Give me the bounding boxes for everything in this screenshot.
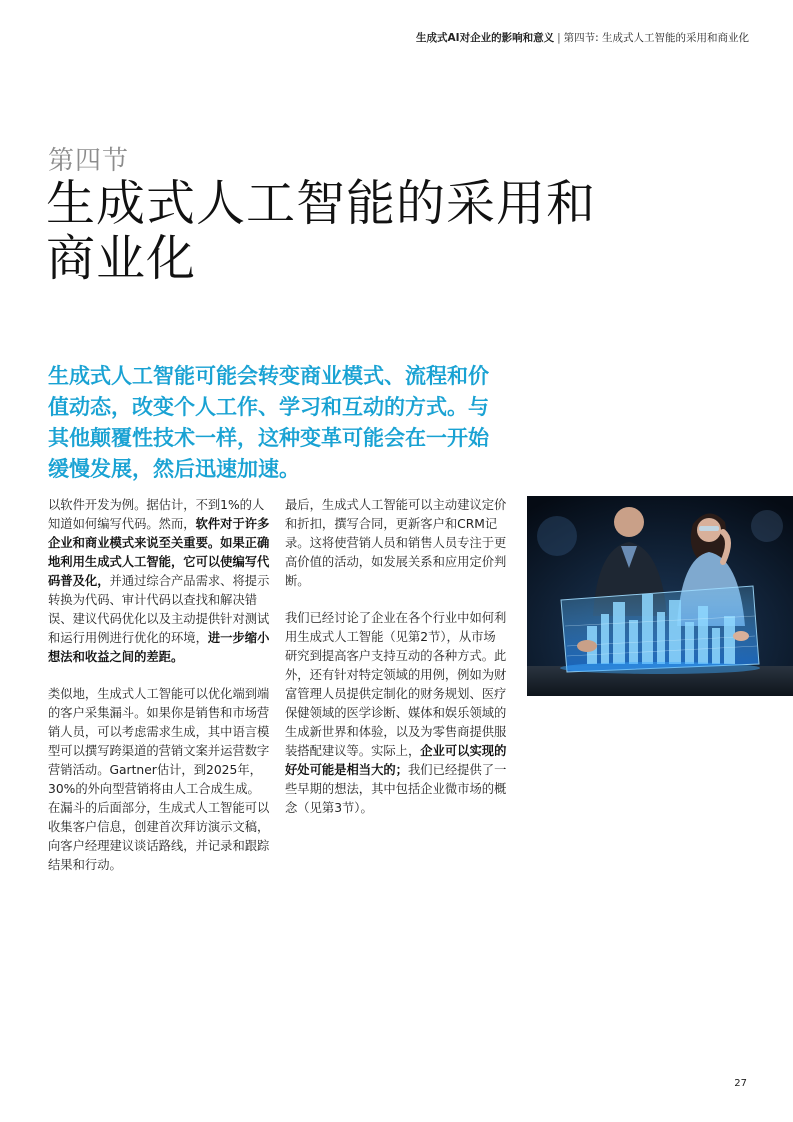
header-doc-title: 生成式AI对企业的影响和意义 [416, 32, 555, 44]
lead-paragraph: 生成式人工智能可能会转变商业模式、流程和价值动态，改变个人工作、学习和互动的方式。与其他颠覆性技术一样，这种变革可能会在一开始缓慢发展，然后迅速加速。 [48, 364, 489, 481]
bold-text: 软件对于许多企业和商业模式来说至关重要。如果正确地利用生成式人工智能，它可以使编写代码普及化， [48, 517, 270, 588]
body-column-2 [285, 496, 507, 836]
paragraph: 类似地，生成式人工智能可以优化端到端的客户采集漏斗。如果你是销售和市场营销人员，可以考虑需求生成，其中语言模型可以撰写跨渠道的营销文案并运营数字营销活动。Gartner估计，到2025年，30%的外向型营销将由人工合成生成。在漏斗的后面部分，生成式人工智能可以收集客户信息，创建首次拜访演示文稿，向客户经理建议谈话路线，并记录和跟踪结果和行动。 [48, 687, 270, 872]
paragraph [48, 496, 270, 667]
running-header [416, 30, 749, 45]
text-run: 以软件开发为例。据估计，不到1%的人知道如何编写代码。然而， [48, 498, 265, 531]
text-run: 我们已经讨论了企业在各个行业中如何利用生成式人工智能（见第2节），从市场研究到提高客户支持互动的各种方式。此外，还有针对特定领域的用例，例如为财富管理人员提供定制化的财务规划、医疗保健领域的医学诊断、媒体和娱乐领域的生成新世界和体验，以及为零售商提供服装搭配建议等。实际上， [285, 611, 507, 758]
header-separator: | [557, 32, 561, 44]
page-title [46, 176, 666, 286]
text-run: 并通过综合产品需求、将提示转换为代码、审计代码以查找和解决错误、建议代码优化以及主动提供针对测试和运行用例进行优化的环境， [48, 574, 270, 645]
header-section: 第四节: 生成式人工智能的采用和商业化 [563, 32, 749, 44]
body-column-1 [48, 496, 270, 893]
paragraph: 最后，生成式人工智能可以主动建议定价和折扣，撰写合同，更新客户和CRM记录。这将使营销人员和销售人员专注于更高价值的活动，如发展关系和应用定价判断。 [285, 498, 507, 588]
bold-text: 进一步缩小想法和收益之间的差距。 [48, 631, 270, 664]
paragraph [285, 609, 507, 818]
text-run: 我们已经提供了一些早期的想法，其中包括企业微市场的概念（见第3节）。 [285, 763, 507, 815]
section-kicker: 第四节 [48, 146, 130, 176]
hologram-illustration [527, 496, 793, 696]
bold-text: 企业可以实现的好处可能是相当大的； [285, 744, 507, 777]
title-line-2: 商业化 [46, 230, 197, 287]
page-number: 27 [734, 1078, 747, 1089]
hologram-photo [527, 496, 793, 696]
title-line-1: 生成式人工智能的采用和 [46, 175, 597, 232]
